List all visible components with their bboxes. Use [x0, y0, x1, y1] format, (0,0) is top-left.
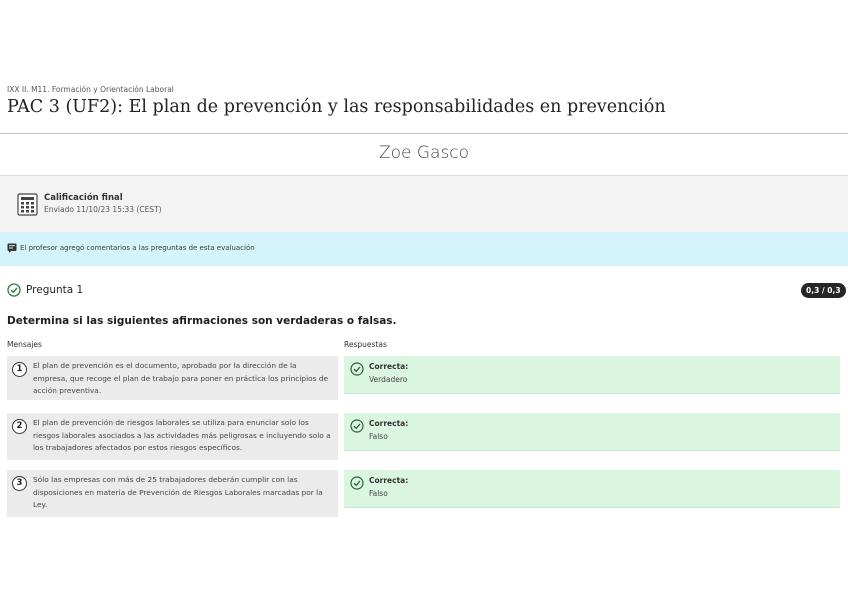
- comment-icon: [7, 243, 17, 253]
- statement-text: El plan de prevención de riesgos laborales se utiliza para enunciar solo los riesgos laborales asociados a las actividades más peligrosas e incluyendo solo a los trabajadores afectados por estos riesgos específicos.: [33, 418, 331, 452]
- check-circle-icon: [7, 283, 21, 297]
- column-header-messages: Mensajes: [7, 340, 42, 349]
- divider: [0, 133, 848, 134]
- item-number: 1: [12, 362, 27, 377]
- answer-value: Falso: [369, 489, 388, 498]
- check-circle-icon: [350, 476, 364, 490]
- submission-date: Enviado 11/10/23 15:33 (CEST): [44, 205, 162, 214]
- result-label: Correcta:: [369, 419, 409, 428]
- answer-item: [344, 356, 840, 394]
- grade-summary: [0, 175, 848, 233]
- breadcrumb[interactable]: IXX II. M11. Formación y Orientación Laboral: [7, 85, 174, 94]
- result-label: Correcta:: [369, 362, 409, 371]
- list-item: [7, 356, 338, 400]
- item-number: 3: [12, 476, 27, 491]
- result-label: Correcta:: [369, 476, 409, 485]
- info-banner: [0, 232, 848, 266]
- column-header-answers: Respuestas: [344, 340, 387, 349]
- page-title: PAC 3 (UF2): El plan de prevención y las responsabilidades en prevención: [7, 97, 666, 117]
- list-item: [7, 413, 338, 460]
- statement-text: Sólo las empresas con más de 25 trabajadores deberán cumplir con las disposiciones en materia de Prevención de Riesgos Laborales marcadas por la Ley.: [33, 475, 323, 509]
- list-item: [7, 470, 338, 517]
- info-banner-text: El profesor agregó comentarios a las preguntas de esta evaluación: [20, 244, 255, 252]
- score-badge: 0,3 / 0,3: [801, 283, 846, 298]
- question-instructions: Determina si las siguientes afirmaciones son verdaderas o falsas.: [7, 315, 397, 327]
- student-name: Zoe Gasco: [378, 143, 470, 163]
- question-title[interactable]: Pregunta 1: [26, 284, 84, 296]
- answer-item: [344, 413, 840, 451]
- calculator-icon: [17, 193, 38, 216]
- answer-value: Verdadero: [369, 375, 408, 384]
- statement-text: El plan de prevención es el documento, aprobado por la dirección de la empresa, que recoge el plan de trabajo para poner en práctica los principios de acción preventiva.: [33, 361, 329, 395]
- answer-value: Falso: [369, 432, 388, 441]
- check-circle-icon: [350, 362, 364, 376]
- check-circle-icon: [350, 419, 364, 433]
- answer-item: [344, 470, 840, 508]
- grade-title[interactable]: Calificación final: [44, 193, 123, 203]
- item-number: 2: [12, 419, 27, 434]
